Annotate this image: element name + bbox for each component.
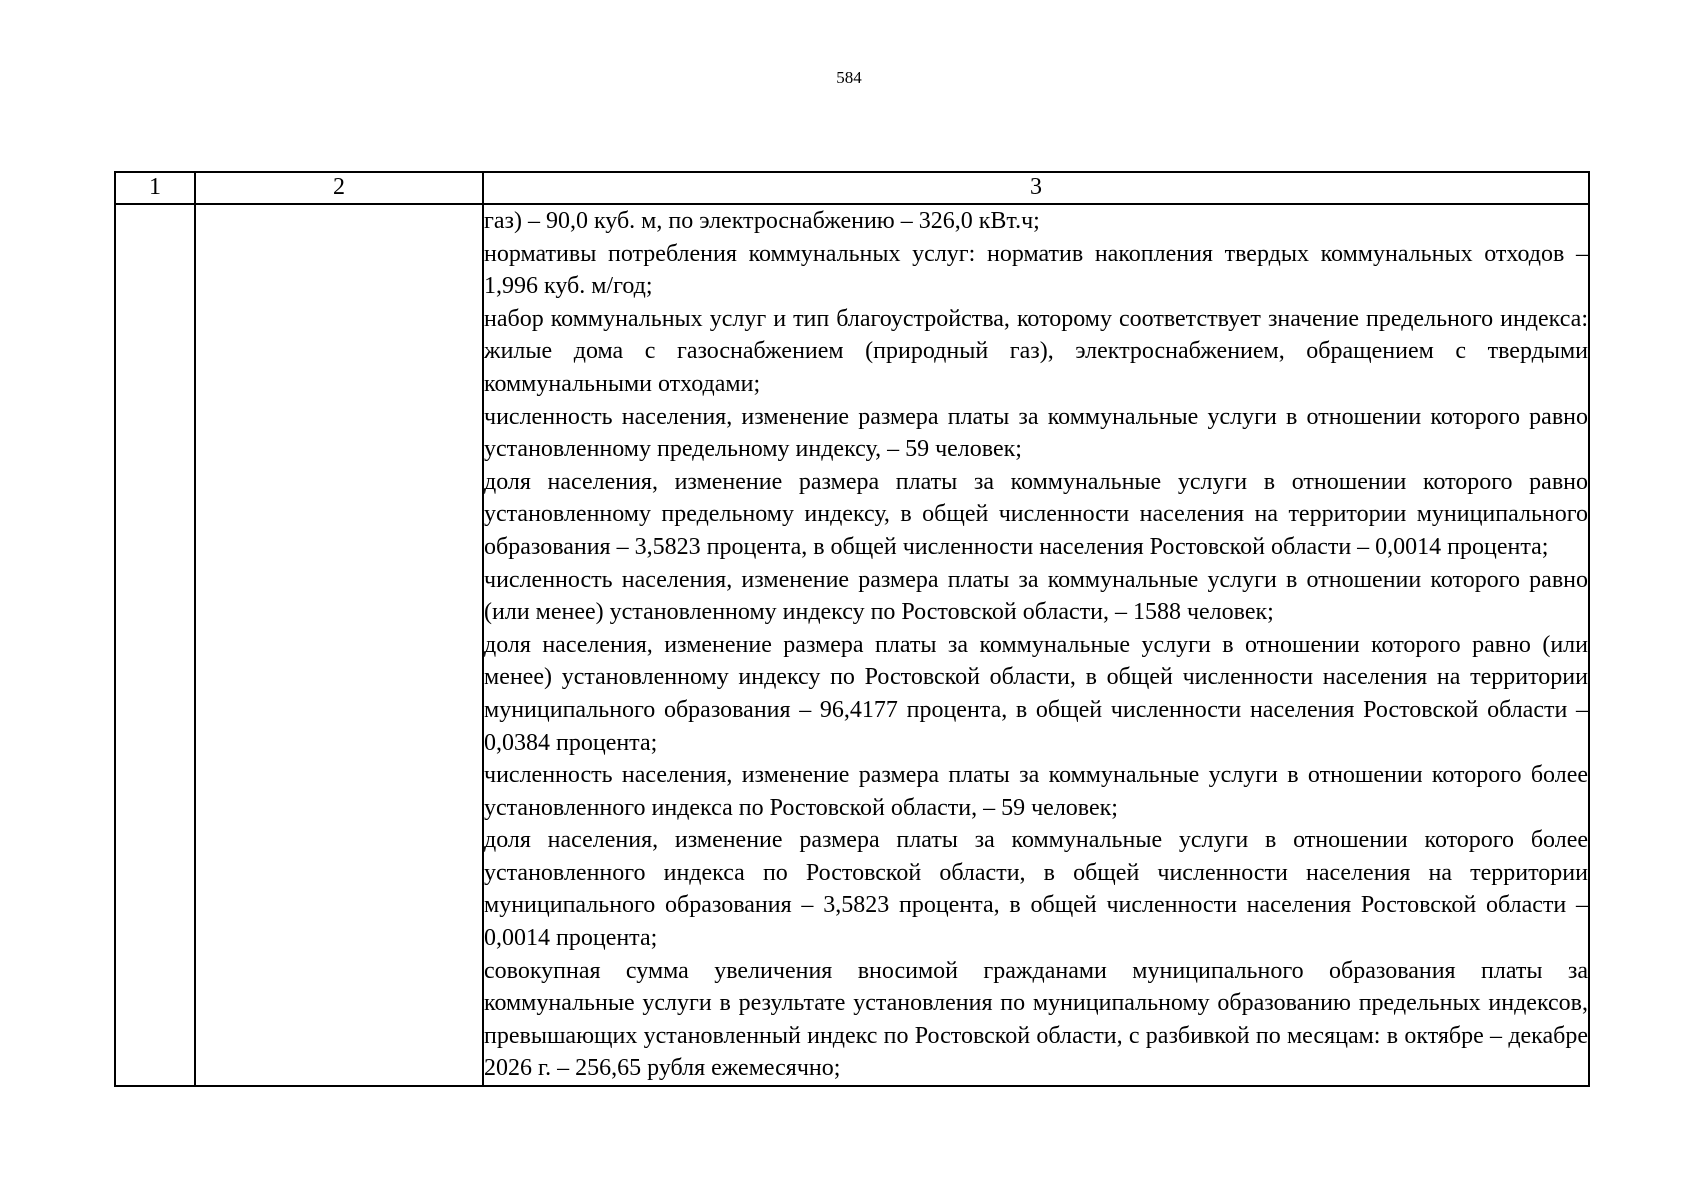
column-header-1: 1 xyxy=(115,172,195,204)
paragraph-population-equal-limit: численность населения, изменение размера платы за коммунальные услуги в отношении которого равно установленному предельному индексу, – 59 человек; xyxy=(484,403,1588,463)
paragraph-consumption-norms: нормативы потребления коммунальных услуг: норматив накопления твердых коммунальных отходов – 1,996 куб. м/год; xyxy=(484,240,1588,300)
column-3-cell xyxy=(483,204,1589,1086)
document-table xyxy=(114,171,1590,1087)
paragraph-share-equal-or-less: доля населения, изменение размера платы за коммунальные услуги в отношении которого равно (или менее) установленному индексу по Ростовской области, в общей численности населения на территории муниципального образования – 96,4177 процента, в общей численности населения Ростовской области – 0,0384 процента; xyxy=(484,631,1588,756)
paragraph-share-above: доля населения, изменение размера платы за коммунальные услуги в отношении которого более установленного индекса по Ростовской области, в общей численности населения на территории муниципального образования – 3,5823 процента, в общей численности населения Ростовской области – 0,0014 процента; xyxy=(484,827,1588,952)
paragraph-population-above: численность населения, изменение размера платы за коммунальные услуги в отношении которого более установленного индекса по Ростовской области, – 59 человек; xyxy=(484,762,1588,821)
column-header-3: 3 xyxy=(483,172,1589,204)
page-number: 584 xyxy=(836,68,862,87)
paragraph-population-equal-or-less: численность населения, изменение размера платы за коммунальные услуги в отношении которого равно (или менее) установленному индексу по Ростовской области, – 1588 человек; xyxy=(484,566,1588,626)
paragraph-share-equal-limit: доля населения, изменение размера платы за коммунальные услуги в отношении которого равно установленному предельному индексу, в общей численности населения на территории муниципального образования – 3,5823 процента, в общей численности населения Ростовской области – 0,0014 процента; xyxy=(484,468,1588,560)
column-header-2: 2 xyxy=(195,172,483,204)
paragraph-services-set: набор коммунальных услуг и тип благоустройства, которому соответствует значение предельного индекса: жилые дома с газоснабжением (природный газ), электроснабжением, обращением с твердыми коммунальными отходами; xyxy=(484,305,1588,397)
table-header-row xyxy=(115,172,1589,204)
paragraph-total-increase: совокупная сумма увеличения вносимой гражданами муниципального образования платы за коммунальные услуги в результате установления по муниципальному образованию предельных индексов, превышающих установленный индекс по Ростовской области, с разбивкой по месяцам: в октябре – декабре 2026 г. – 256,65 рубля ежемесячно; xyxy=(484,957,1588,1082)
paragraph-consumption-volume: газ) – 90,0 куб. м, по электроснабжению – 326,0 кВт.ч; xyxy=(484,208,1040,234)
column-2-cell xyxy=(195,204,483,1086)
table-row xyxy=(115,204,1589,1086)
column-1-cell xyxy=(115,204,195,1086)
